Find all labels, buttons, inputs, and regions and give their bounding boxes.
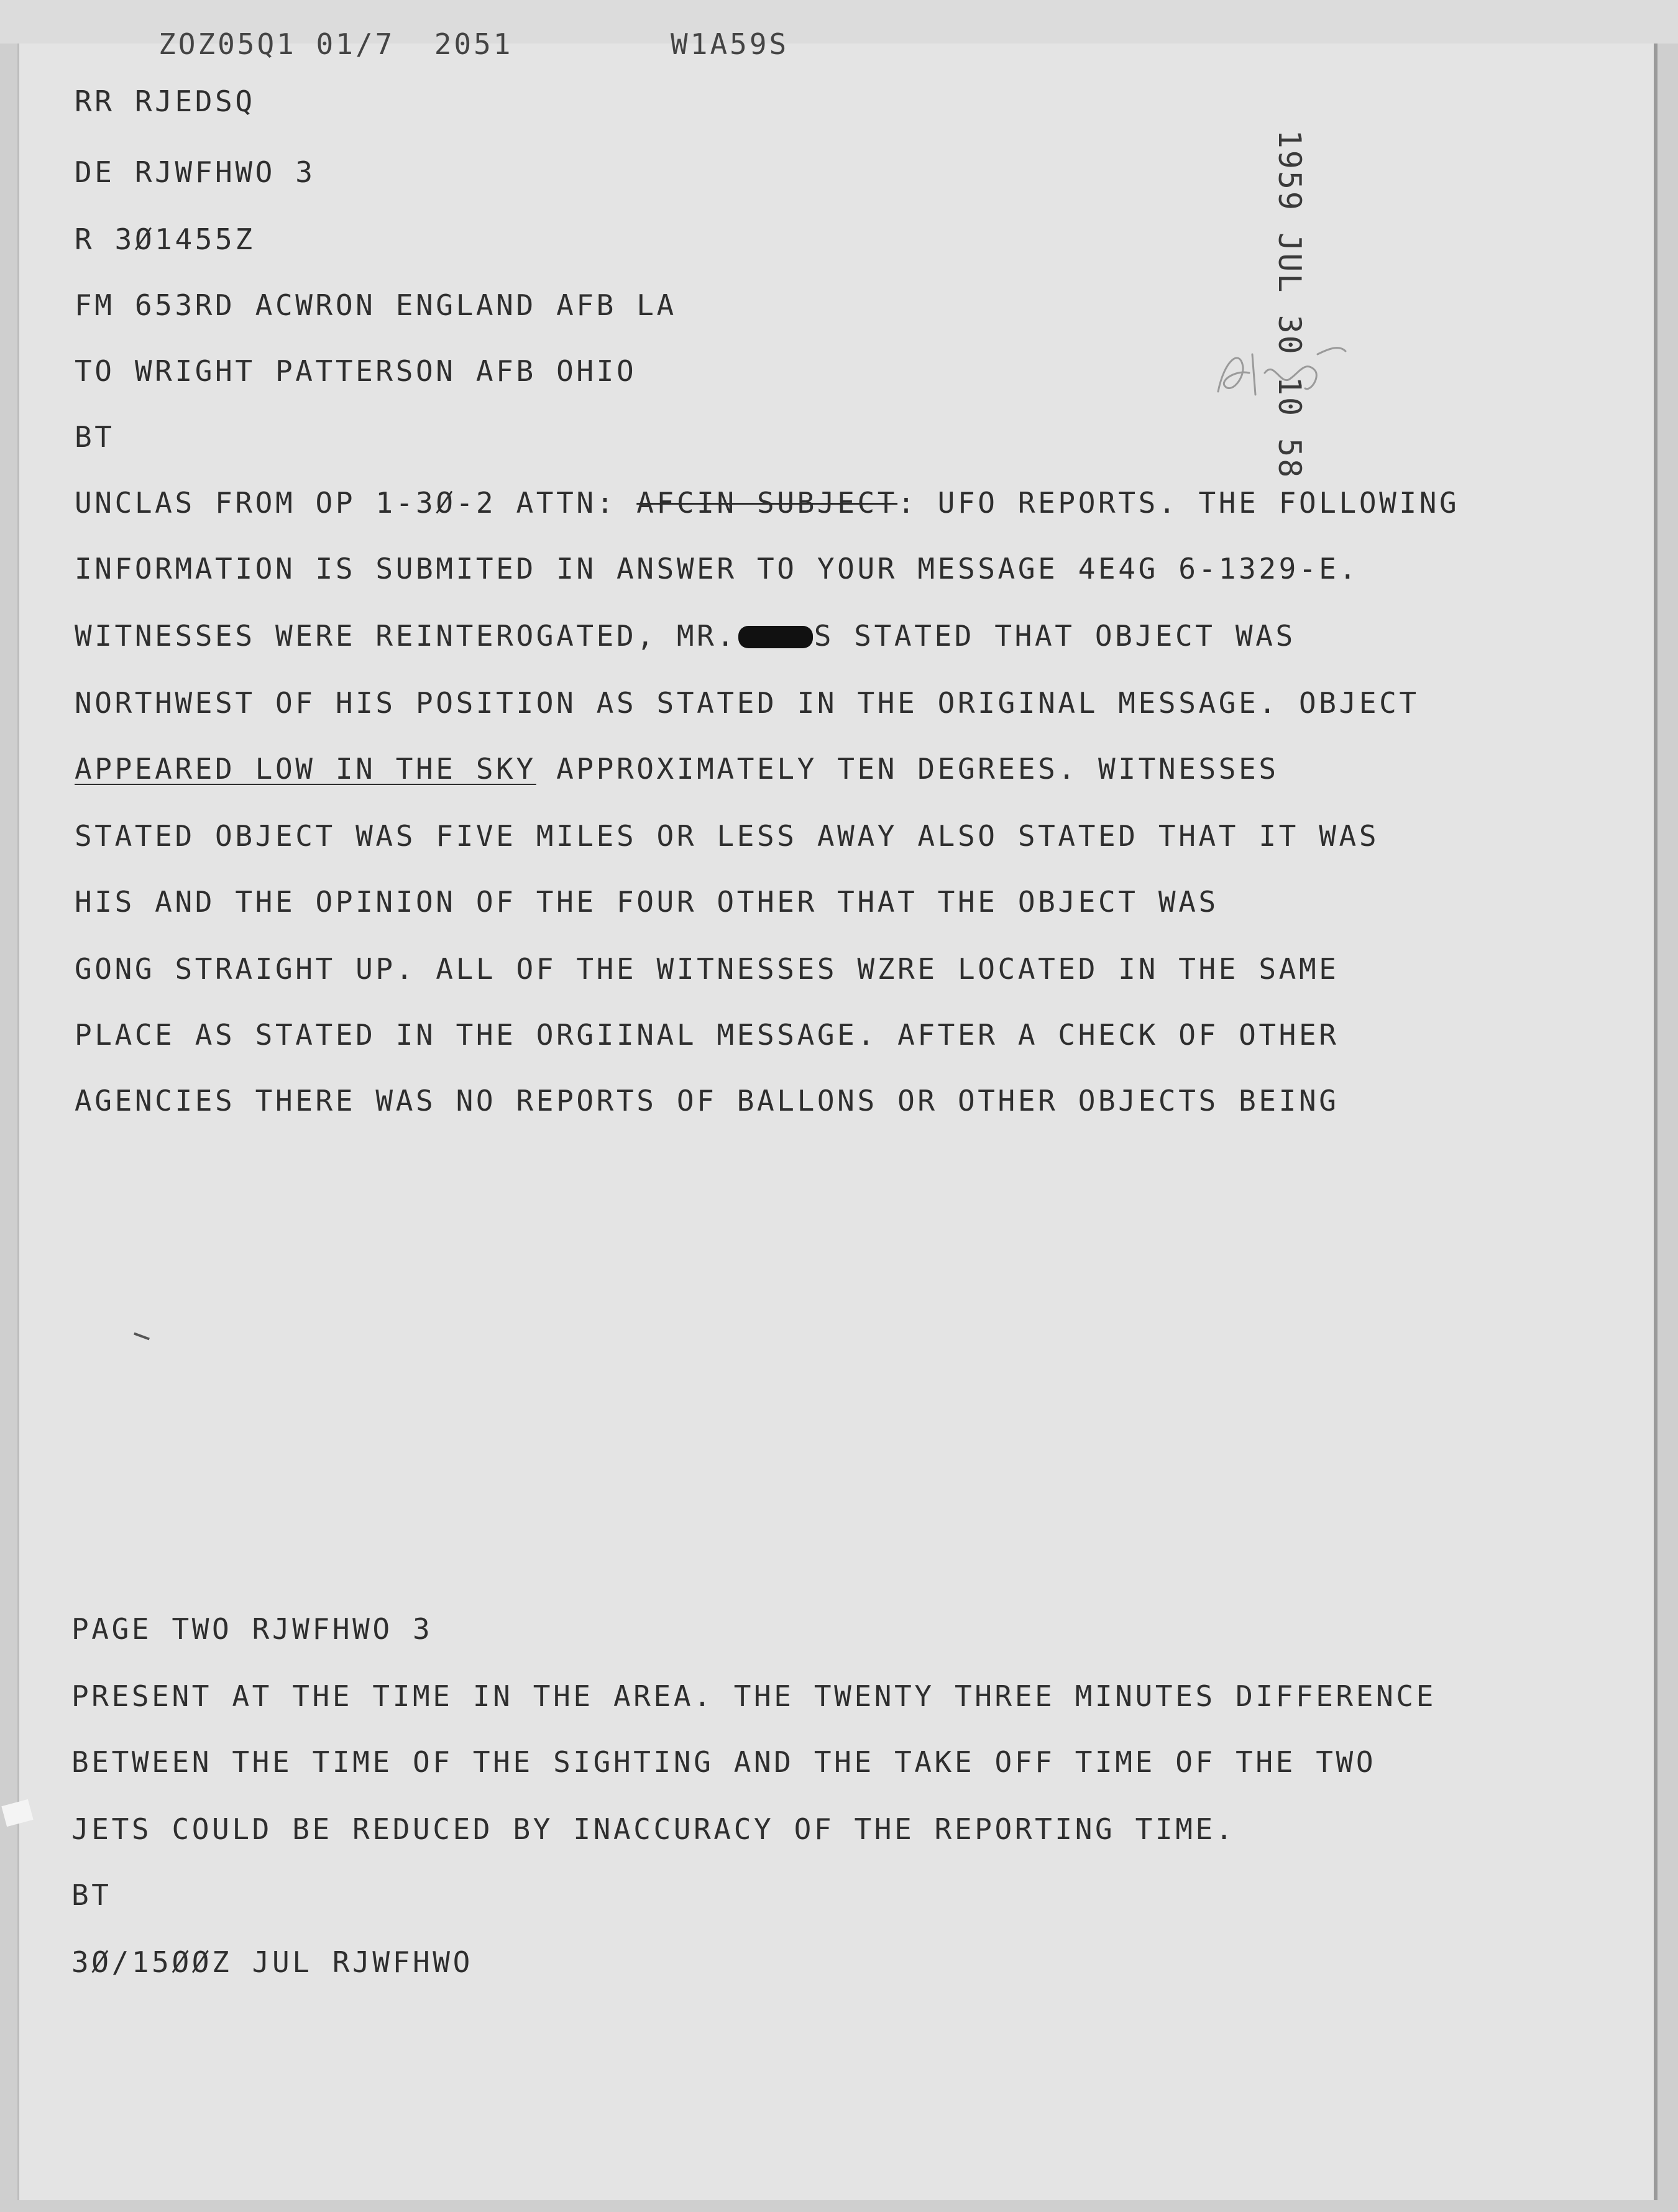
received-stamp-text: 1959 JUL 30 10 58 [1272,129,1308,480]
dtg-line: R 3Ø1455Z [75,223,255,256]
break-line: BT [75,420,115,454]
body-line-8: GONG STRAIGHT UP. ALL OF THE WITNESSES WZRE LOCATED IN THE SAME [75,952,1339,986]
body-line-9: PLACE AS STATED IN THE ORGIINAL MESSAGE. AFTER A CHECK OF OTHER [75,1018,1339,1052]
struck-subject-text: AFCIN SUBJECT [636,486,898,520]
body-line-3-prefix: WITNESSES WERE REINTEROGATED, MR. [75,619,737,653]
body-line-3-suffix: S STATED THAT OBJECT WAS [814,619,1296,653]
precedence-line: RR RJEDSQ [75,85,255,118]
body-line-1-prefix: UNCLAS FROM OP 1-3Ø-2 ATTN: [75,486,637,520]
body-line-5-rest: APPROXIMATELY TEN DEGREES. WITNESSES [536,752,1279,786]
body-line-2: INFORMATION IS SUBMITED IN ANSWER TO YOUR MESSAGE 4E4G 6-1329-E. [75,552,1359,585]
closing-dtg-line: 3Ø/15ØØZ JUL RJWFHWO [71,1945,473,1979]
received-date-stamp [1265,129,1314,480]
body-line-10: AGENCIES THERE WAS NO REPORTS OF BALLONS OR OTHER OBJECTS BEING [75,1084,1339,1117]
redaction-mark [738,626,813,648]
page-two-line-3: JETS COULD BE REDUCED BY INACCURACY OF THE REPORTING TIME. [71,1812,1236,1846]
page-two-line-2: BETWEEN THE TIME OF THE SIGHTING AND THE TAKE OFF TIME OF THE TWO [71,1745,1377,1779]
to-line: TO WRIGHT PATTERSON AFB OHIO [75,354,637,388]
from-line: FM 653RD ACWRON ENGLAND AFB LA [75,288,677,322]
body-line-3 [75,619,1296,653]
partial-header-line: ZOZ05Q1 01/7 2051 W1A59S [158,27,789,61]
body-line-4: NORTHWEST OF HIS POSITION AS STATED IN THE ORIGINAL MESSAGE. OBJECT [75,686,1419,720]
page-two-break: BT [71,1878,112,1912]
page-two-header: PAGE TWO RJWFHWO 3 [71,1612,433,1646]
handwritten-initials [1206,336,1349,404]
body-line-1 [75,486,1460,520]
page-two-line-1: PRESENT AT THE TIME IN THE AREA. THE TWENTY THREE MINUTES DIFFERENCE [71,1679,1437,1713]
station-line: DE RJWFHWO 3 [75,155,316,189]
body-line-1-suffix: : UFO REPORTS. THE FOLLOWING [897,486,1460,520]
body-line-5 [75,752,1279,786]
body-line-7: HIS AND THE OPINION OF THE FOUR OTHER THAT THE OBJECT WAS [75,885,1219,919]
body-line-6: STATED OBJECT WAS FIVE MILES OR LESS AWAY ALSO STATED THAT IT WAS [75,819,1380,853]
underlined-phrase: APPEARED LOW IN THE SKY [75,752,536,786]
